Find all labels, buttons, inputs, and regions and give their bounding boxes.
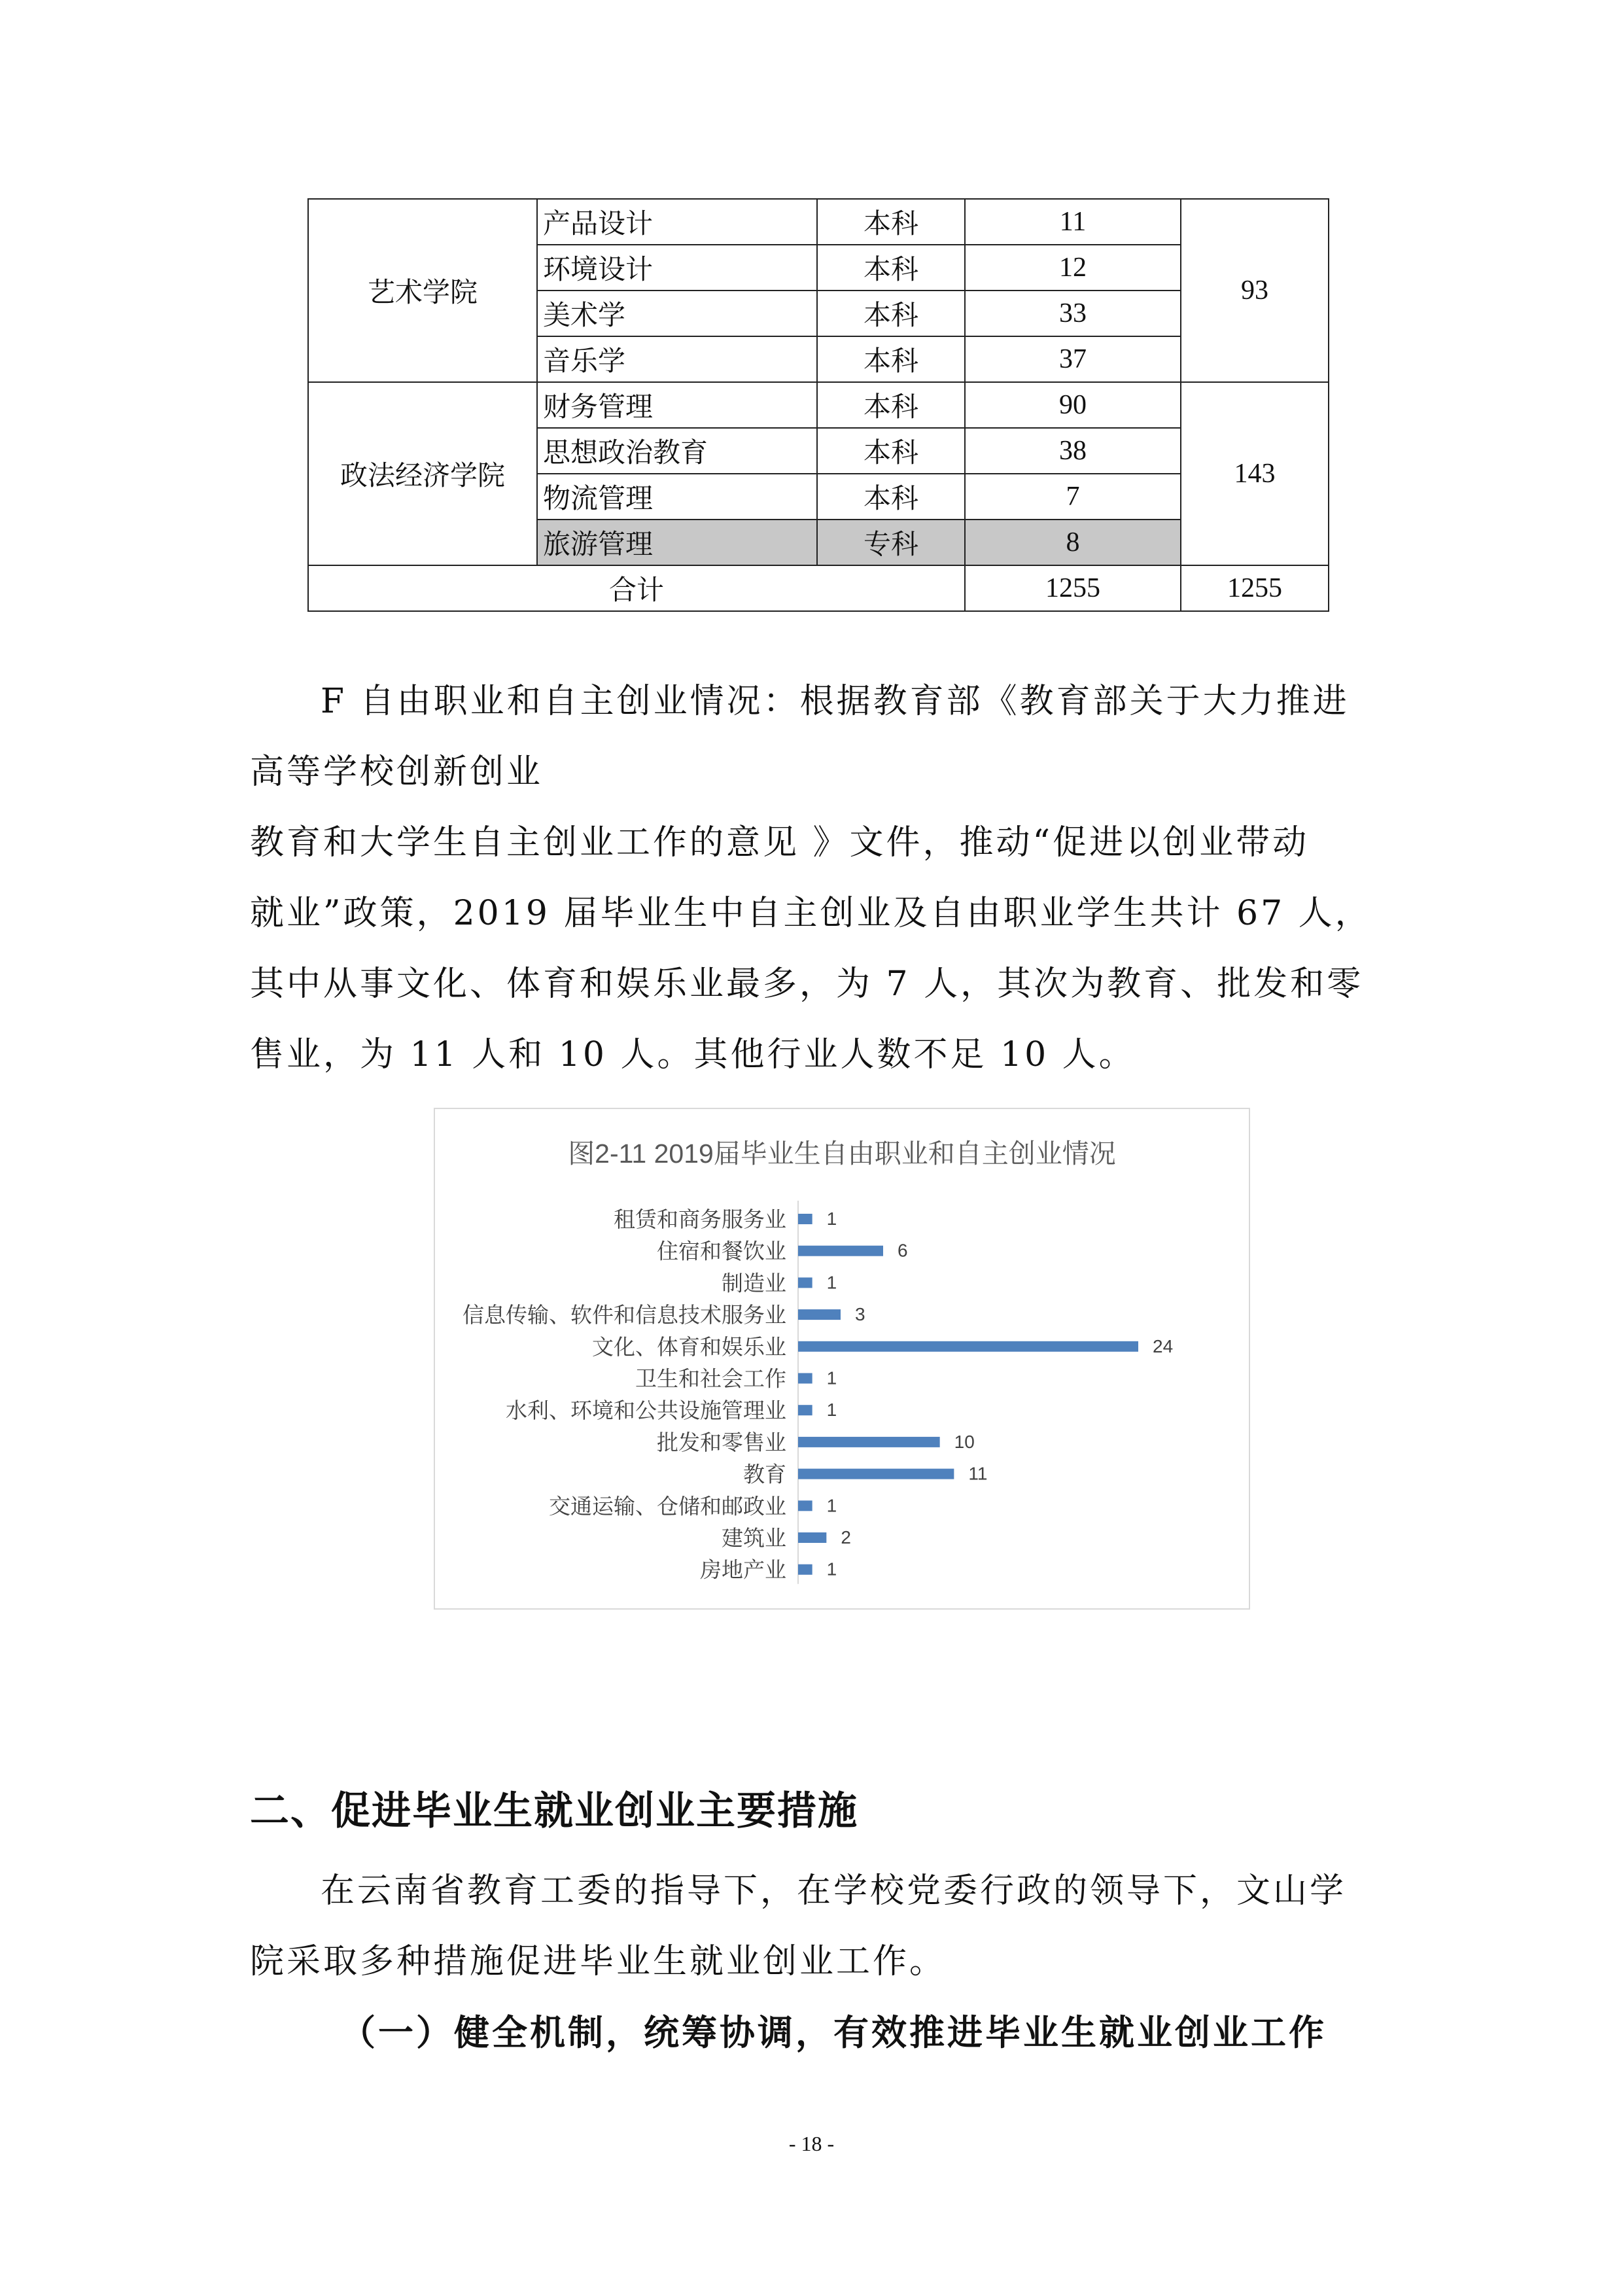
count-cell: 37 bbox=[965, 336, 1181, 382]
data-label: 3 bbox=[855, 1304, 865, 1325]
bar bbox=[798, 1373, 812, 1384]
data-label: 2 bbox=[841, 1527, 851, 1547]
paragraph-line: F 自由职业和自主创业情况：根据教育部《教育部关于大力推进 bbox=[321, 682, 1350, 721]
data-label: 1 bbox=[826, 1209, 837, 1229]
category-label: 租赁和商务服务业 bbox=[614, 1207, 786, 1232]
category-label: 住宿和餐饮业 bbox=[657, 1238, 786, 1264]
bar bbox=[798, 1246, 883, 1256]
level-cell: 本科 bbox=[817, 245, 965, 291]
level-cell: 本科 bbox=[817, 336, 965, 382]
level-cell: 专科 bbox=[817, 520, 965, 565]
bar bbox=[798, 1405, 812, 1415]
category-label: 批发和零售业 bbox=[657, 1429, 786, 1455]
section-heading: 二、促进毕业生就业创业主要措施 bbox=[250, 1788, 858, 1834]
data-label: 1 bbox=[826, 1400, 837, 1421]
data-label: 6 bbox=[898, 1240, 908, 1261]
bar bbox=[798, 1309, 841, 1320]
category-label: 卫生和社会工作 bbox=[635, 1366, 786, 1392]
major-cell: 财务管理 bbox=[537, 382, 817, 428]
table-row bbox=[308, 382, 1329, 428]
level-cell: 本科 bbox=[817, 428, 965, 474]
measures-paragraph bbox=[250, 1856, 1388, 1997]
paragraph-line: 教育和大学生自主创业工作的意见 》文件，推动“促进以创业带动 bbox=[250, 823, 1310, 862]
category-label: 信息传输、软件和信息技术服务业 bbox=[462, 1302, 786, 1328]
sum-total-cell: 1255 bbox=[1181, 565, 1329, 611]
bar bbox=[798, 1341, 1138, 1352]
count-cell: 12 bbox=[965, 245, 1181, 291]
chart-canvas bbox=[435, 1109, 1249, 1608]
sum-label-cell: 合计 bbox=[308, 565, 965, 611]
major-cell: 环境设计 bbox=[537, 245, 817, 291]
data-label: 24 bbox=[1153, 1335, 1174, 1356]
count-cell: 33 bbox=[965, 291, 1181, 336]
category-label: 文化、体育和娱乐业 bbox=[592, 1333, 786, 1360]
bar bbox=[798, 1277, 812, 1288]
subheading: （一）健全机制，统筹协调，有效推进毕业生就业创业工作 bbox=[340, 2011, 1327, 2053]
major-cell: 思想政治教育 bbox=[537, 428, 817, 474]
data-label: 1 bbox=[826, 1559, 837, 1580]
level-cell: 本科 bbox=[817, 199, 965, 245]
category-label: 教育 bbox=[743, 1461, 786, 1487]
paragraph-line: 售业，为 11 人和 10 人。其他行业人数不足 10 人。 bbox=[250, 1035, 1136, 1074]
bar bbox=[798, 1564, 812, 1575]
self-employment-paragraph bbox=[250, 666, 1388, 1090]
category-label: 交通运输、仓储和邮政业 bbox=[549, 1493, 786, 1519]
major-cell: 旅游管理 bbox=[537, 520, 817, 565]
college-total-cell: 143 bbox=[1181, 382, 1329, 565]
sum-count-cell: 1255 bbox=[965, 565, 1181, 611]
data-label: 1 bbox=[826, 1368, 837, 1388]
count-cell: 38 bbox=[965, 428, 1181, 474]
count-cell: 8 bbox=[965, 520, 1181, 565]
self-employment-chart bbox=[434, 1108, 1250, 1610]
category-label: 制造业 bbox=[722, 1270, 786, 1296]
count-cell: 11 bbox=[965, 199, 1181, 245]
bar bbox=[798, 1469, 954, 1479]
bar bbox=[798, 1500, 812, 1511]
category-label: 房地产业 bbox=[700, 1557, 786, 1583]
major-cell: 产品设计 bbox=[537, 199, 817, 245]
paragraph-line: 院采取多种措施促进毕业生就业创业工作。 bbox=[250, 1942, 947, 1981]
table-sum-row bbox=[308, 565, 1329, 611]
college-cell: 政法经济学院 bbox=[308, 382, 537, 565]
major-cell: 美术学 bbox=[537, 291, 817, 336]
category-label: 建筑业 bbox=[722, 1525, 786, 1551]
data-label: 1 bbox=[826, 1495, 837, 1516]
level-cell: 本科 bbox=[817, 291, 965, 336]
major-cell: 物流管理 bbox=[537, 474, 817, 520]
college-cell: 艺术学院 bbox=[308, 199, 537, 382]
college-total-cell: 93 bbox=[1181, 199, 1329, 382]
category-label: 水利、环境和公共设施管理业 bbox=[506, 1398, 786, 1424]
count-cell: 90 bbox=[965, 382, 1181, 428]
level-cell: 本科 bbox=[817, 474, 965, 520]
data-label: 11 bbox=[968, 1463, 988, 1484]
paragraph-line: 高等学校创新创业 bbox=[250, 752, 544, 792]
table-row bbox=[308, 199, 1329, 245]
data-label: 10 bbox=[954, 1431, 975, 1452]
paragraph-line: 就业”政策，2019 届毕业生中自主创业及自由职业学生共计 67 人， bbox=[250, 894, 1372, 933]
count-cell: 7 bbox=[965, 474, 1181, 520]
bar bbox=[798, 1532, 826, 1543]
paragraph-line: 其中从事文化、体育和娱乐业最多，为 7 人，其次为教育、批发和零 bbox=[250, 964, 1364, 1004]
chart-title: 图2-11 2019届毕业生自由职业和自主创业情况 bbox=[568, 1139, 1116, 1169]
level-cell: 本科 bbox=[817, 382, 965, 428]
major-cell: 音乐学 bbox=[537, 336, 817, 382]
bar bbox=[798, 1214, 812, 1224]
data-label: 1 bbox=[826, 1272, 837, 1293]
employment-table bbox=[307, 198, 1329, 612]
bar bbox=[798, 1437, 940, 1447]
paragraph-line: 在云南省教育工委的指导下，在学校党委行政的领导下，文山学 bbox=[321, 1871, 1347, 1911]
page-number: - 18 - bbox=[788, 2132, 835, 2155]
